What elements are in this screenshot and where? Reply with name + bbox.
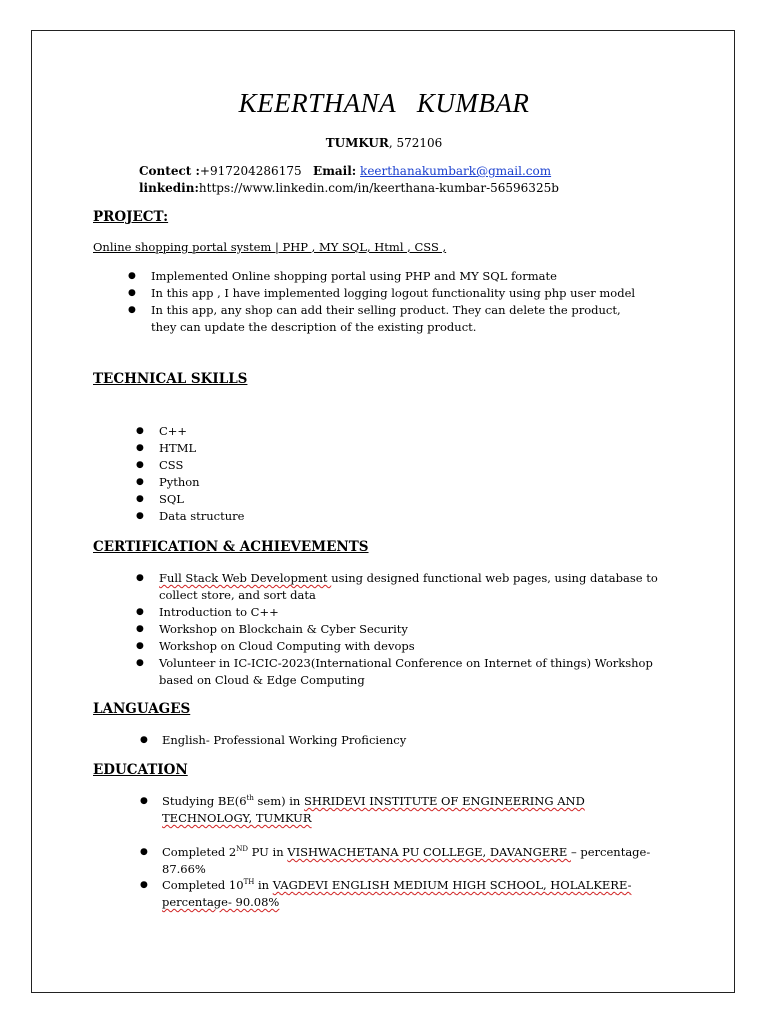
list-item: ● CSS bbox=[136, 458, 184, 472]
list-item: ● HTML bbox=[136, 441, 197, 455]
list-item: ● Volunteer in IC-ICIC-2023(International Conference on Internet of things) Workshop based on Cloud & Edge Computing bbox=[136, 656, 653, 687]
bullet-icon: ● bbox=[136, 443, 144, 453]
list-item: ● Implemented Online shopping portal using PHP and MY SQL formate bbox=[128, 269, 557, 283]
section-title-project: PROJECT: bbox=[93, 209, 169, 225]
project-subtitle: Online shopping portal system | PHP , MY SQL, Html , CSS , bbox=[93, 240, 447, 254]
project-list bbox=[128, 268, 648, 336]
city: TUMKUR bbox=[325, 136, 389, 150]
bullet-icon: ● bbox=[136, 426, 144, 436]
email-label: Email: bbox=[313, 164, 357, 178]
section-title-education: EDUCATION bbox=[93, 762, 188, 778]
list-item: ● Introduction to C++ bbox=[136, 605, 279, 619]
contact-line bbox=[139, 164, 551, 178]
list-item: ● Full Stack Web Development using designed functional web pages, using database to collect store, and sort data bbox=[136, 571, 658, 602]
bullet-icon: ● bbox=[136, 658, 144, 668]
bullet-icon: ● bbox=[140, 847, 148, 857]
section-title-skills: TECHNICAL SKILLS bbox=[93, 371, 248, 387]
bullet-icon: ● bbox=[136, 460, 144, 470]
education-item: ● Studying BE(6th sem) in SHRIDEVI INSTITUTE OF ENGINEERING AND TECHNOLOGY, TUMKUR bbox=[140, 794, 585, 825]
bullet-icon: ● bbox=[128, 288, 136, 298]
linkedin-label: linkedin: bbox=[139, 181, 199, 195]
bullet-icon: ● bbox=[136, 607, 144, 617]
contact-label: Contect : bbox=[139, 164, 200, 178]
list-item: ● English- Professional Working Proficiency bbox=[140, 733, 407, 747]
education-item: ● Completed 10TH in VAGDEVI ENGLISH MEDIUM HIGH SCHOOL, HOLALKERE- percentage- 90.08% bbox=[140, 878, 632, 909]
bullet-icon: ● bbox=[128, 271, 136, 281]
list-item: ● Data structure bbox=[136, 509, 245, 523]
bullet-icon: ● bbox=[140, 880, 148, 890]
section-title-certifications: CERTIFICATION & ACHIEVEMENTS bbox=[93, 539, 369, 555]
bullet-icon: ● bbox=[128, 305, 136, 315]
list-item: ● Workshop on Blockchain & Cyber Security bbox=[136, 622, 408, 636]
list-item: ● In this app , I have implemented logging logout functionality using php user model bbox=[128, 286, 636, 300]
bullet-icon: ● bbox=[136, 494, 144, 504]
bullet-icon: ● bbox=[140, 796, 148, 806]
section-title-languages: LANGUAGES bbox=[93, 701, 191, 717]
linkedin-url[interactable]: https://www.linkedin.com/in/keerthana-kumbar-56596325b bbox=[198, 181, 559, 195]
linkedin-line bbox=[139, 181, 559, 195]
bullet-icon: ● bbox=[136, 624, 144, 634]
email-link[interactable]: keerthanakumbark@gmail.com bbox=[360, 164, 552, 178]
location-line bbox=[0, 136, 768, 150]
skills-list bbox=[136, 423, 244, 525]
bullet-icon: ● bbox=[136, 573, 144, 583]
bullet-icon: ● bbox=[136, 641, 144, 651]
bullet-icon: ● bbox=[140, 735, 148, 745]
list-item: ● In this app, any shop can add their selling product. They can delete the product, they can update the description of the existing product. bbox=[128, 303, 621, 334]
certifications-list bbox=[136, 570, 681, 689]
education-item: ● Completed 2ND PU in VISHWACHETANA PU COLLEGE, DAVANGERE – percentage- 87.66% bbox=[140, 845, 651, 876]
phone-number: +917204286175 bbox=[199, 164, 302, 178]
list-item: ● Python bbox=[136, 475, 200, 489]
pincode: , 572106 bbox=[388, 136, 443, 150]
bullet-icon: ● bbox=[136, 511, 144, 521]
list-item: ● Workshop on Cloud Computing with devops bbox=[136, 639, 415, 653]
candidate-name: KEERTHANA KUMBAR bbox=[238, 88, 530, 118]
list-item: ● SQL bbox=[136, 492, 184, 506]
languages-list bbox=[140, 732, 406, 749]
list-item: ● C++ bbox=[136, 424, 188, 438]
bullet-icon: ● bbox=[136, 477, 144, 487]
